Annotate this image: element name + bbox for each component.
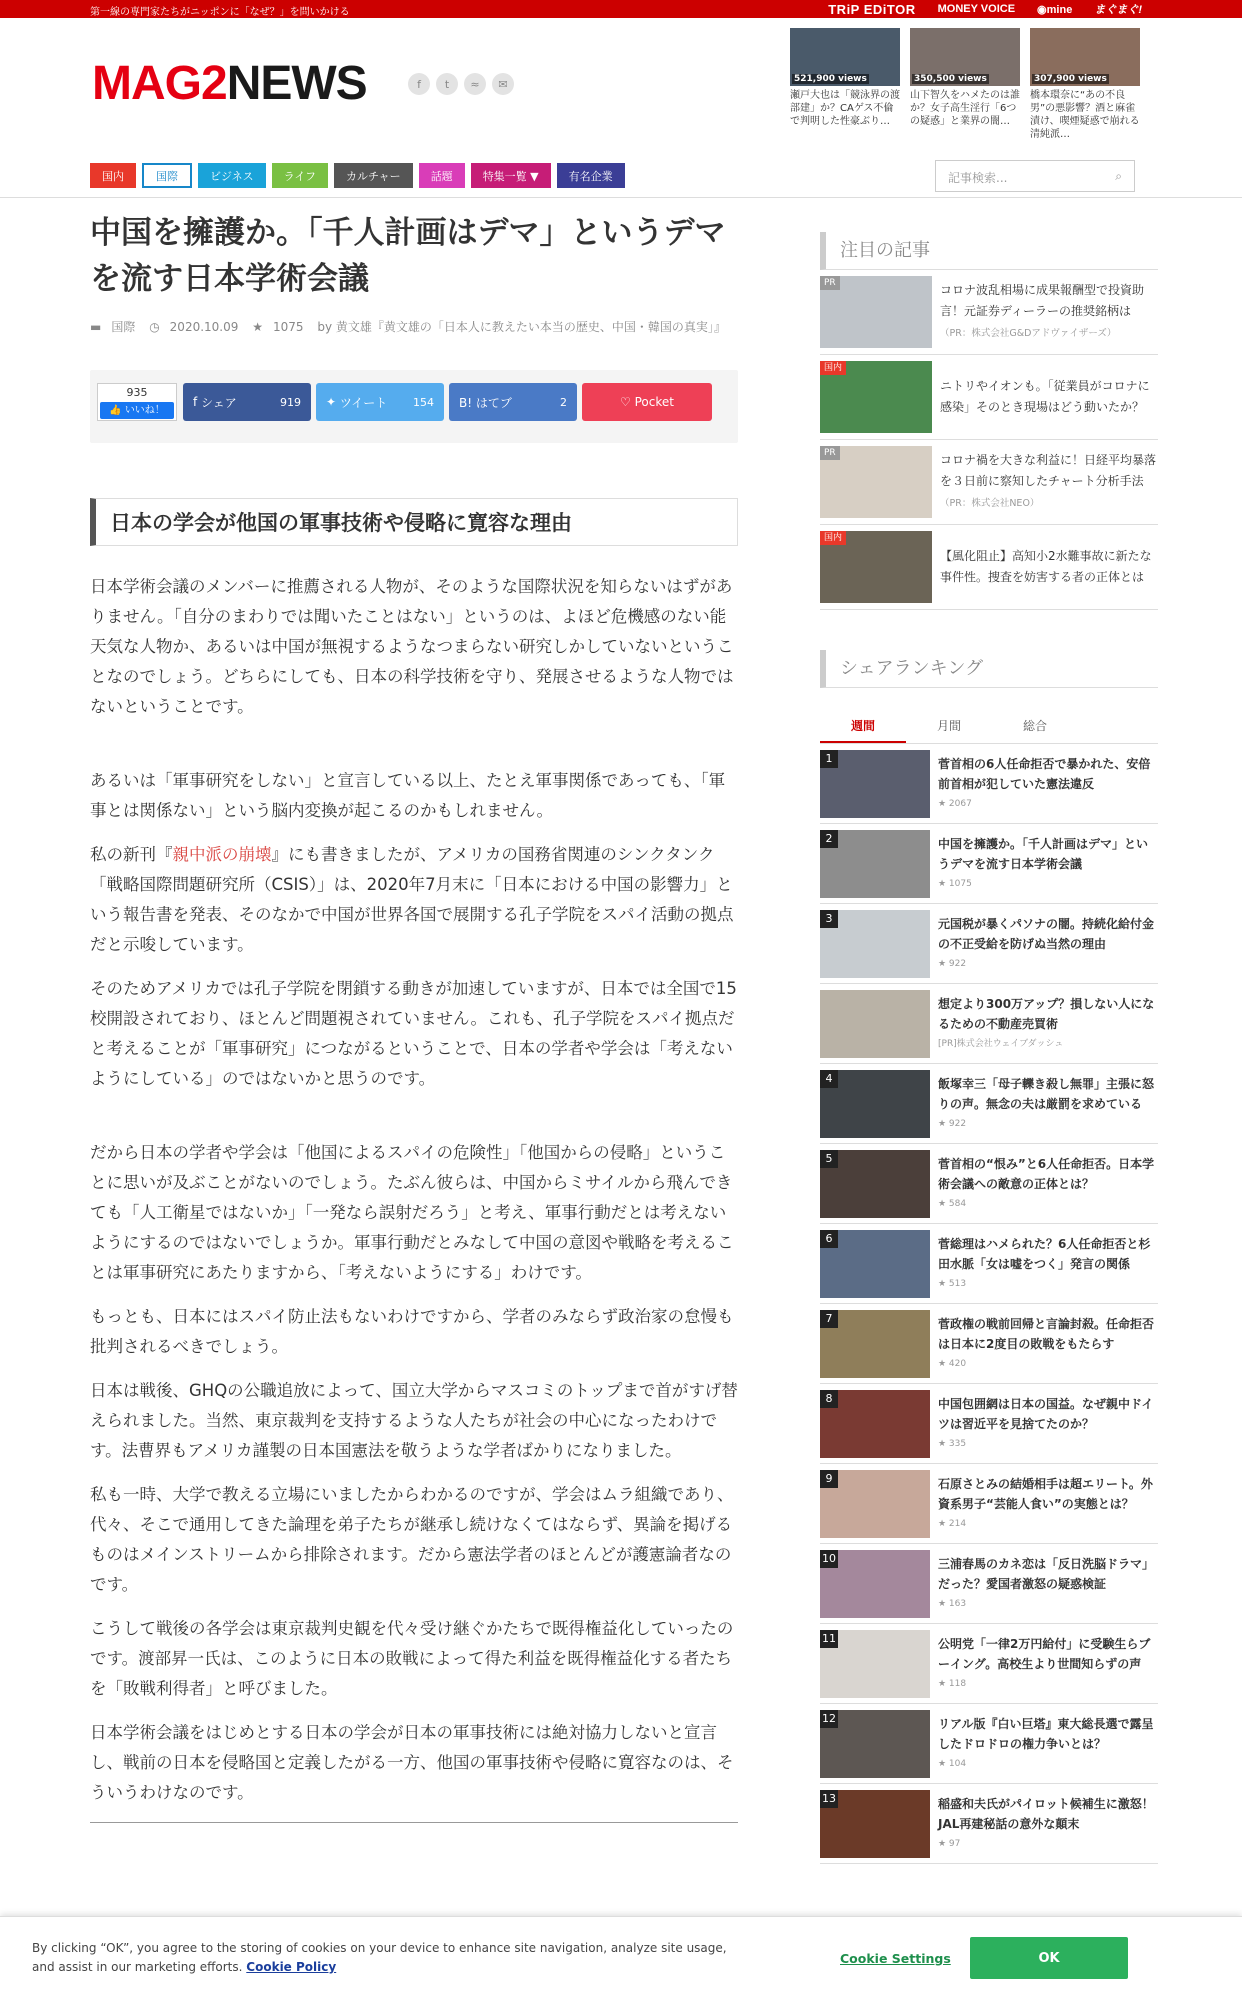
featured-article[interactable] (820, 525, 1158, 610)
ranking-list (820, 744, 1158, 1864)
ranking-item[interactable] (820, 824, 1158, 904)
featured-title-text: ニトリやイオンも。「従業員がコロナに感染」そのとき現場はどう動いたか？ (940, 378, 1150, 414)
share-count: 919 (280, 395, 301, 409)
share-count: ★ 163 (938, 1598, 967, 1609)
ranking-title-text: 元国税が暴くパソナの闇。持続化給付金の不正受給を防げぬ当然の理由 (938, 916, 1155, 951)
logo-mag2: MAG2 (92, 57, 227, 110)
cookie-text: By clicking “OK”, you agree to the storing of cookies on your device to enhance site navigation, analyze site usage, and assist in our marketing efforts. (32, 1941, 727, 1974)
ranking-title (938, 1074, 1158, 1134)
rank-number: 6 (820, 1230, 838, 1248)
view-count: 307,900 views (1034, 74, 1107, 84)
ranking-item[interactable] (820, 1784, 1158, 1864)
ranking-title-text: 想定より300万アップ？損しない人になるための不動産売買術 (938, 996, 1155, 1031)
featured-article[interactable] (820, 355, 1158, 440)
featured-tag: 国内 (820, 531, 846, 545)
paragraph: 私も一時、大学で教える立場にいましたからわかるのですが、学会はムラ組織であり、代々、そこで通用してきた論理を弟子たちが継承し続けなくてはならず、異論を掲げるものはメインストリームから排除されます。だから憲法学者のほとんどが護憲論者なのです。 (90, 1485, 734, 1594)
ranking-title-text: 公明党「一律2万円給付」に受験生らブーイング。高校生より世間知らずの声 (938, 1636, 1151, 1671)
search-placeholder: 記事検索... (948, 171, 1008, 185)
cookie-ok-button[interactable]: OK (970, 1937, 1128, 1979)
featured-article[interactable] (820, 440, 1158, 525)
popular-articles (790, 28, 1140, 141)
ranking-title-text: 中国包囲網は日本の国益。なぜ親中ドイツは習近平を見捨てたのか？ (938, 1396, 1154, 1431)
ranking-title-text: 中国を擁護か。「千人計画はデマ」というデマを流す日本学術会議 (938, 836, 1149, 871)
facebook-icon: f (193, 395, 202, 409)
paragraph: 日本は戦後、GHQの公職追放によって、国立大学からマスコミのトップまで首がすげ替えられました。当然、東京裁判を支持するような人たちが社会の中心になったわけです。法曹界もアメリカ謹製の日本国憲法を敬うような学者ばかりになりました。 (90, 1381, 738, 1460)
ranking-thumbnail (820, 750, 930, 818)
featured-thumbnail (820, 361, 932, 433)
twitter-icon: ✦ (326, 395, 340, 409)
ranking-thumbnail (820, 1070, 930, 1138)
paragraph: こうして戦後の各学会は東京裁判史観を代々受け継ぐかたちで既得権益化していったのです。渡部昇一氏は、このように日本の敗戦によって得た利益を既得権益化する者たちを「敗戦利得者」と呼びました。 (90, 1619, 734, 1698)
paragraph: そのためアメリカでは孔子学院を閉鎖する動きが加速していますが、日本では全国で15校開設されており、ほとんど問題視されていません。これも、孔子学院をスパイ拠点だと考えることが「軍事研究」につながるということで、日本の学者や学会は「考えないようにしている」のではないかと思うのです。 (90, 979, 737, 1088)
brand-trip-editor[interactable]: TRiP EDiTOR (828, 1, 916, 17)
rank-number: 10 (820, 1550, 838, 1568)
tweet-count: 154 (413, 395, 434, 409)
popular-article[interactable] (790, 28, 900, 141)
ranking-title (938, 754, 1158, 814)
ranking-title (938, 914, 1158, 974)
search-input[interactable] (935, 160, 1135, 192)
cookie-policy-link[interactable]: Cookie Policy (246, 1960, 337, 1974)
social-links (408, 73, 514, 95)
paragraph-text: 私の新刊『 (90, 845, 173, 864)
brand-mine[interactable]: ◉mine (1037, 3, 1073, 16)
book-link[interactable]: 親中派の崩壊 (172, 845, 272, 864)
ranking-thumbnail (820, 830, 930, 898)
tweet-label: ツイート (339, 395, 388, 410)
popular-article[interactable] (910, 28, 1020, 141)
featured-heading: 注目の記事 (820, 232, 1158, 270)
nav-features-dropdown[interactable]: 特集一覧 ▼ (471, 163, 551, 188)
article-title: 中国を擁護か。「千人計画はデマ」というデマを流す日本学術会議 (90, 215, 726, 297)
ranking-thumbnail (820, 1470, 930, 1538)
mail-icon[interactable]: ✉ (492, 73, 514, 95)
pocket-label: Pocket (634, 395, 674, 409)
article-thumbnail (1030, 28, 1140, 86)
featured-title (940, 546, 1158, 589)
ranking-item[interactable] (820, 1704, 1158, 1784)
paragraph-text: 』にも書きましたが、アメリカの国務省関連のシンクタンク「戦略国際問題研究所（CSIS）」は、2020年7月末に「日本における中国の影響力」という報告書を発表、そのなかで中国が世界各国で展開する孔子学院をスパイ活動の拠点だと示唆しています。 (90, 845, 734, 954)
rank-number: 3 (820, 910, 838, 928)
ranking-title (938, 1474, 1158, 1534)
article-meta (90, 314, 738, 340)
nav-life[interactable]: ライフ (272, 163, 328, 188)
rank-number: 2 (820, 830, 838, 848)
star-icon: ★ (252, 320, 263, 334)
article-caption: 橋本環奈に“あの不良男”の悪影響？酒と麻雀漬け、喫煙疑惑で崩れる清純派… (1030, 90, 1140, 140)
popular-article[interactable] (1030, 28, 1140, 141)
category-nav (90, 163, 625, 188)
article-thumbnail (790, 28, 900, 86)
ranking-title (938, 1394, 1158, 1454)
article (90, 198, 738, 1823)
cookie-consent-banner (0, 1916, 1242, 2000)
ranking-item[interactable] (820, 1384, 1158, 1464)
like-button[interactable] (100, 402, 174, 419)
ranking-item[interactable] (820, 1224, 1158, 1304)
rank-number: 1 (820, 750, 838, 768)
featured-list (820, 270, 1158, 610)
share-count: ★ 1075 (938, 878, 972, 889)
featured-tag: PR (820, 446, 840, 460)
rank-number: 5 (820, 1150, 838, 1168)
ranking-item[interactable] (820, 744, 1158, 824)
featured-thumbnail (820, 276, 932, 348)
paragraph: もっとも、日本にはスパイ防止法もないわけですから、学者のみならず政治家の怠慢も批判されるべきでしょう。 (90, 1307, 734, 1356)
article-score: 1075 (272, 320, 304, 334)
like-label: いいね！ (124, 405, 165, 416)
logo-news: NEWS (226, 57, 367, 110)
site-header (0, 18, 1242, 198)
ranking-thumbnail (820, 910, 930, 978)
nav-business[interactable]: ビジネス (198, 163, 266, 188)
rank-number: 9 (820, 1470, 838, 1488)
ranking-thumbnail (820, 1230, 930, 1298)
folder-icon: ▬ (90, 320, 102, 334)
tab-weekly[interactable]: 週間 (820, 708, 906, 743)
ranking-thumbnail (820, 1390, 930, 1458)
rank-number: 4 (820, 1070, 838, 1088)
ranking-item[interactable] (820, 1304, 1158, 1384)
ranking-thumbnail (820, 990, 930, 1058)
featured-title-text: 【風化阻止】高知小2水難事故に新たな事件性。捜査を妨害する者の正体とは (940, 548, 1152, 584)
top-strip (0, 0, 1242, 18)
hatena-bookmark-button[interactable] (449, 383, 577, 421)
share-count: ★ 335 (938, 1438, 967, 1449)
rss-icon[interactable]: ≈ (464, 73, 486, 95)
ranking-item[interactable] (820, 984, 1158, 1064)
ranking-heading: シェアランキング (820, 650, 1158, 688)
nav-culture[interactable]: カルチャー (334, 163, 413, 188)
share-count: ★ 2067 (938, 798, 972, 809)
ranking-title (938, 1714, 1158, 1774)
nav-international[interactable]: 国際 (142, 163, 192, 188)
ranking-title-text: 稲盛和夫氏がパイロット候補生に激怒！JAL再建秘話の意外な顛末 (938, 1796, 1154, 1831)
article-body (90, 572, 738, 1808)
share-count: ★ 214 (938, 1518, 967, 1529)
featured-title (940, 450, 1158, 514)
brand-money-voice[interactable]: MONEY VOICE (937, 3, 1016, 15)
featured-tag: 国内 (820, 361, 846, 375)
nav-domestic[interactable]: 国内 (90, 163, 136, 188)
ranking-thumbnail (820, 1550, 930, 1618)
ranking-title-text: リアル版『白い巨塔』東大総長選で露呈したドロドロの権力争いとは？ (938, 1716, 1154, 1751)
paragraph (90, 840, 738, 960)
featured-title (940, 376, 1158, 419)
ranking-tabs (820, 708, 1158, 744)
rank-number: 11 (820, 1630, 838, 1648)
search-icon[interactable]: ⌕ (1115, 169, 1122, 183)
nav-companies[interactable]: 有名企業 (557, 163, 625, 188)
divider (90, 1822, 738, 1823)
article-date: 2020.10.09 (169, 320, 239, 334)
cookie-message (32, 1939, 752, 1977)
twitter-icon[interactable]: t (436, 73, 458, 95)
share-count: ★ 584 (938, 1198, 967, 1209)
ranking-item[interactable] (820, 1624, 1158, 1704)
featured-thumbnail (820, 531, 932, 603)
share-count: ★ 922 (938, 1118, 967, 1129)
sidebar (820, 198, 1158, 1864)
featured-article[interactable] (820, 270, 1158, 355)
nav-topics[interactable]: 話題 (419, 163, 465, 188)
share-bar (90, 370, 738, 443)
ranking-item[interactable] (820, 1144, 1158, 1224)
facebook-share-button[interactable] (183, 383, 311, 421)
ranking-title-text: 菅首相の6人任命拒否で暴かれた、安倍前首相が犯していた憲法違反 (938, 756, 1151, 791)
featured-thumbnail (820, 446, 932, 518)
site-tagline: 第一線の専門家たちがニッポンに「なぜ？」を問いかける (90, 7, 350, 18)
ranking-title (938, 1634, 1158, 1694)
paragraph: 日本学術会議をはじめとする日本の学会が日本の軍事技術には絶対協力しないと宣言し、戦前の日本を侵略国と定義したがる一方、他国の軍事技術や侵略に寛容なのは、そういうわけなのです。 (90, 1723, 734, 1802)
hatena-label: B! はてブ (459, 395, 512, 410)
rank-number: 7 (820, 1310, 838, 1328)
view-count: 521,900 views (794, 74, 867, 84)
view-count: 350,500 views (914, 74, 987, 84)
article-caption: 山下智久をハメたのは誰か？女子高生淫行「6つの疑惑」と業界の闇… (910, 90, 1020, 127)
ranking-thumbnail (820, 1150, 930, 1218)
facebook-like-box[interactable] (97, 383, 177, 421)
ranking-title (938, 1554, 1158, 1614)
ranking-item[interactable] (820, 1064, 1158, 1144)
paragraph: 日本学術会議のメンバーに推薦される人物が、そのような国際状況を知らないはずがありません。「自分のまわりでは聞いたことはない」というのは、よほど危機感のない能天気な人物か、あるいは中国が無視するようなつまらない研究しかしていないということなのでしょう。どちらにしても、日本の科学技術を守り、発展させるような人物ではないということです。 (90, 577, 734, 716)
article-thumbnail (910, 28, 1020, 86)
share-count: ★ 118 (938, 1678, 967, 1689)
brand-mag2[interactable]: まぐまぐ! (1094, 4, 1142, 16)
ranking-thumbnail (820, 1630, 930, 1698)
rank-number: 13 (820, 1790, 838, 1808)
ranking-title-text: 菅政権の戦前回帰と言論封殺。任命拒否は日本に2度目の敗戦をもたらす (938, 1316, 1155, 1351)
featured-pr-note: （PR：株式会社NEO） (940, 498, 1040, 509)
pocket-icon: ♡ (620, 395, 635, 409)
ranking-item[interactable] (820, 1544, 1158, 1624)
article-category[interactable]: 国際 (111, 320, 136, 334)
ranking-title (938, 994, 1158, 1054)
ranking-title-text: 飯塚幸三「母子轢き殺し無罪」主張に怒りの声。無念の夫は厳罰を求めている (938, 1076, 1155, 1111)
site-logo[interactable] (92, 56, 367, 111)
share-count: ★ 104 (938, 1758, 967, 1769)
featured-tag: PR (820, 276, 840, 290)
cookie-settings-button[interactable]: Cookie Settings (840, 1951, 951, 1966)
ranking-title (938, 1154, 1158, 1214)
share-count: ★ 513 (938, 1278, 967, 1289)
network-brands (828, 1, 1142, 17)
featured-title-text: コロナ波乱相場に成果報酬型で投資助言！元証券ディーラーの推奨銘柄は (940, 283, 1145, 318)
tweet-button[interactable] (316, 383, 444, 421)
ranking-thumbnail (820, 1710, 930, 1778)
thumbs-up-icon: 👍 (109, 405, 122, 416)
tab-monthly[interactable]: 月間 (936, 719, 961, 733)
share-count: [PR]株式会社ウェイブダッシュ (938, 1038, 1064, 1049)
ranking-thumbnail (820, 1310, 930, 1378)
tab-overall[interactable]: 総合 (1022, 719, 1047, 733)
ranking-thumbnail (820, 1790, 930, 1858)
share-count: ★ 922 (938, 958, 967, 969)
ranking-item[interactable] (820, 1464, 1158, 1544)
share-count: ★ 420 (938, 1358, 967, 1369)
featured-title-text: コロナ禍を大きな利益に！日経平均暴落を３日前に察知したチャート分析手法 (940, 453, 1157, 488)
ranking-title-text: 菅総理はハメられた？6人任命拒否と杉田水脈「女は嘘をつく」発言の関係 (938, 1236, 1151, 1271)
share-count: ★ 97 (938, 1838, 961, 1849)
clock-icon: ◷ (149, 320, 160, 334)
rank-number: 12 (820, 1710, 838, 1728)
facebook-icon[interactable]: f (408, 73, 430, 95)
ranking-title (938, 1314, 1158, 1374)
ranking-title-text: 菅首相の“恨み”と6人任命拒否。日本学術会議への敵意の正体とは？ (938, 1156, 1155, 1191)
paragraph: あるいは「軍事研究をしない」と宣言している以上、たとえ軍事関係であっても、「軍事とは関係ない」という脳内変換が起こるのかもしれません。 (90, 771, 726, 820)
share-label: シェア (201, 395, 237, 410)
ranking-title (938, 1234, 1158, 1294)
paragraph: だから日本の学者や学会は「他国によるスパイの危険性」「他国からの侵略」ということに思いが及ぶことがないのでしょう。たぶん彼らは、中国からミサイルから飛んできても「人工衛星ではないか」「一発なら誤射だろう」と考え、軍事行動だとは考えないようにするのではないでしょうか。軍事行動だとみなして中国の意図や戦略を考えることは軍事研究にあたりますから、「考えないようにする」わけです。 (90, 1143, 734, 1282)
section-heading: 日本の学会が他国の軍事技術や侵略に寛容な理由 (90, 498, 738, 546)
ranking-title-text: 石原さとみの結婚相手は超エリート。外資系男子“芸能人食い”の実態とは？ (938, 1476, 1153, 1511)
like-count: 935 (126, 386, 148, 399)
article-caption: 瀬戸大也は「競泳界の渡部建」か？CAゲス不倫で判明した性豪ぶり… (790, 90, 900, 127)
ranking-title-text: 三浦春馬のカネ恋は「反日洗脳ドラマ」だった？愛国者激怒の疑惑検証 (938, 1556, 1155, 1591)
ranking-title (938, 1794, 1158, 1854)
ranking-title (938, 834, 1158, 894)
pocket-button[interactable] (582, 383, 712, 421)
article-author[interactable]: by 黄文雄『黄文雄の「日本人に教えたい本当の歴史、中国・韓国の真実」』 (317, 320, 726, 334)
featured-title (940, 280, 1158, 344)
hatena-count: 2 (560, 395, 567, 409)
featured-pr-note: （PR：株式会社G&Dアドヴァイザーズ） (940, 328, 1117, 339)
ranking-item[interactable] (820, 904, 1158, 984)
rank-number: 8 (820, 1390, 838, 1408)
